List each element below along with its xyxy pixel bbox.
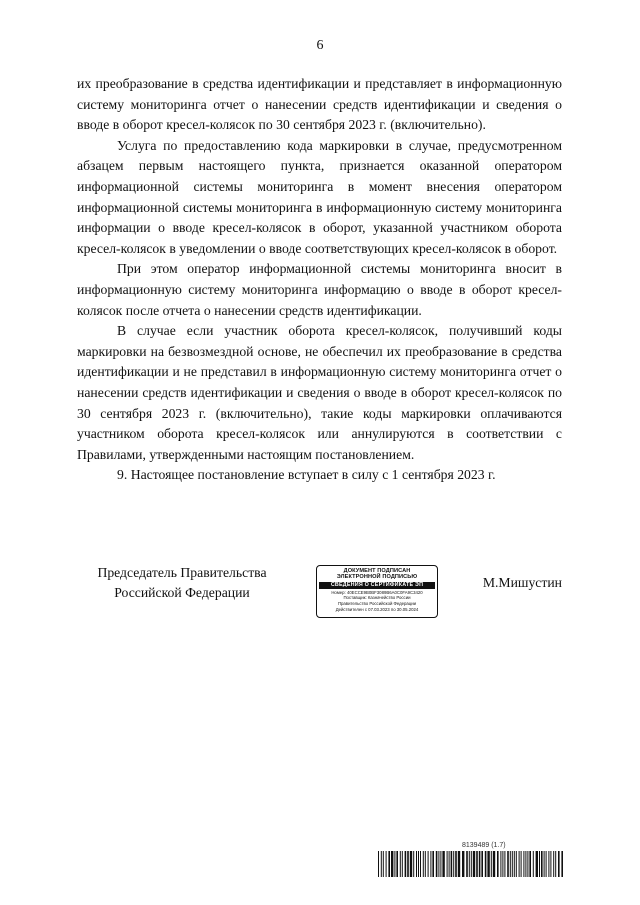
- signatory-title-line: Российской Федерации: [114, 585, 250, 600]
- effective-date-clause: 9. Настоящее постановление вступает в силу с 1 сентября 2023 г.: [117, 467, 496, 483]
- barcode-bar: [388, 851, 390, 877]
- barcode-bar: [391, 851, 393, 877]
- barcode-bar: [536, 851, 538, 877]
- barcode-bar: [529, 851, 531, 877]
- barcode-bar: [500, 851, 501, 877]
- barcode-bar: [546, 851, 547, 877]
- electronic-signature-stamp: [316, 565, 438, 618]
- document-body: [77, 74, 562, 486]
- barcode-bar: [396, 851, 398, 877]
- barcode-bar: [491, 851, 492, 877]
- barcode-bar: [553, 851, 554, 877]
- barcode-bar: [407, 851, 409, 877]
- barcode-bar: [458, 851, 460, 877]
- barcode-bar: [451, 851, 453, 877]
- barcode-bar: [514, 851, 515, 877]
- barcode-bar: [455, 851, 457, 877]
- barcode-number: 8139489 (1.7): [462, 842, 506, 849]
- barcode-bar: [430, 851, 431, 877]
- barcode-bar: [527, 851, 528, 877]
- barcode-bar: [394, 851, 395, 877]
- barcode-bar: [378, 851, 379, 877]
- barcode-bar: [539, 851, 540, 877]
- signatory-name: М.Мишустин: [482, 575, 562, 590]
- barcode-bar: [402, 851, 403, 877]
- stamp-validity: Действителен с 07.03.2023 по 30.05.2024: [335, 606, 419, 612]
- barcode-bar: [400, 851, 401, 877]
- barcode-bar: [453, 851, 454, 877]
- barcode-bar: [423, 851, 424, 877]
- stamp-heading: ДОКУМЕНТ ПОДПИСАН: [343, 568, 411, 574]
- barcode-bar: [440, 851, 441, 877]
- stamp-serial: Номер: 40ECCE9B0BF3089B6A0C0FA9C3420: [331, 589, 423, 595]
- barcode-bar: [381, 851, 382, 877]
- signatory-title: [77, 563, 287, 603]
- barcode-bar: [504, 851, 505, 877]
- barcode-bar: [521, 851, 522, 877]
- barcode-bar: [383, 851, 384, 877]
- barcode-bar: [516, 851, 517, 877]
- barcode-bar: [428, 851, 429, 877]
- barcode-bar: [548, 851, 549, 877]
- barcode-bar: [493, 851, 495, 877]
- barcode-bar: [447, 851, 448, 877]
- barcode-bar: [405, 851, 407, 877]
- barcode-bar: [481, 851, 483, 877]
- barcode-bar: [410, 851, 412, 877]
- barcode-bar: [485, 851, 487, 877]
- barcode-bar: [550, 851, 551, 877]
- barcode-bar: [473, 851, 475, 877]
- barcode-bar: [544, 851, 545, 877]
- barcode-bar: [416, 851, 417, 877]
- barcode-bar: [519, 851, 520, 877]
- barcode-bar: [413, 851, 414, 877]
- barcode-bar: [462, 851, 464, 877]
- barcode-bar: [449, 851, 450, 877]
- barcode-bar: [512, 851, 513, 877]
- barcode-bar: [386, 851, 387, 877]
- barcode-bar: [497, 851, 499, 877]
- barcode-bar: [561, 851, 563, 877]
- barcode-bar: [525, 851, 526, 877]
- barcode-bar: [507, 851, 509, 877]
- barcode-bar: [558, 851, 560, 877]
- paragraph: В случае если участник оборота кресел-колясок, получивший коды маркировки на безвозмездной основе, не обеспечил их преобразование в средства идентификации и не представил в информационную систему мониторинга отчет о нанесении средств идентификации и сведения о вводе в оборот кресел-колясок по 30 сентября 2023 г. (включительно), такие коды маркировки оплачиваются участником оборота кресел-колясок или аннулируются в соответствии с Правилами, утвержденными настоящим постановлением.: [77, 323, 562, 462]
- stamp-certificate-band: СВЕДЕНИЯ О СЕРТИФИКАТЕ ЭП: [319, 582, 435, 589]
- barcode-bar: [487, 851, 489, 877]
- barcode-bar: [466, 851, 468, 877]
- barcode-bar: [420, 851, 421, 877]
- barcode-bar: [436, 851, 438, 877]
- stamp-owner: Правительство Российской Федерации: [337, 601, 417, 606]
- barcode-bar: [469, 851, 470, 877]
- stamp-heading: ЭЛЕКТРОННОЙ ПОДПИСЬЮ: [336, 574, 418, 581]
- barcode-bar: [425, 851, 426, 877]
- barcode-bar: [442, 851, 444, 877]
- barcode-bar: [541, 851, 543, 877]
- barcode-bar: [510, 851, 511, 877]
- barcode-bar: [502, 851, 503, 877]
- barcode-bar: [438, 851, 439, 877]
- barcode-bar: [418, 851, 419, 877]
- barcode-bar: [479, 851, 481, 877]
- stamp-issuer: Поставщик: Казначейство России: [343, 595, 411, 601]
- barcode-bar: [533, 851, 534, 877]
- paragraph: Услуга по предоставлению кода маркировки в случае, предусмотренном абзацем первым настоящего пункта, признается оказанной оператором информационной системы мониторинга в момент внесения оператором информационной системы мониторинга в информационную систему мониторинга информации о вводе кресел-колясок в оборот, указанной участником оборота кресел-колясок в уведомлении о вводе соответствующих кресел-колясок в оборот.: [77, 137, 562, 256]
- barcode-bar: [471, 851, 472, 877]
- barcode: [378, 851, 564, 877]
- page-number: 6: [316, 38, 324, 53]
- paragraph: При этом оператор информационной системы мониторинга вносит в информационную систему мониторинга информацию о вводе в оборот кресел-колясок после отчета о нанесении средств идентификации.: [77, 261, 562, 318]
- paragraph: их преобразование в средства идентификации и представляет в информационную систему мониторинга отчет о нанесении средств идентификации и сведения о вводе в оборот кресел-колясок по 30 сентября 2023 г. (включительно).: [77, 76, 562, 133]
- barcode-bar: [523, 851, 524, 877]
- barcode-bar: [432, 851, 434, 877]
- barcode-bar: [555, 851, 556, 877]
- barcode-bar: [476, 851, 478, 877]
- signatory-title-line: Председатель Правительства: [97, 565, 267, 580]
